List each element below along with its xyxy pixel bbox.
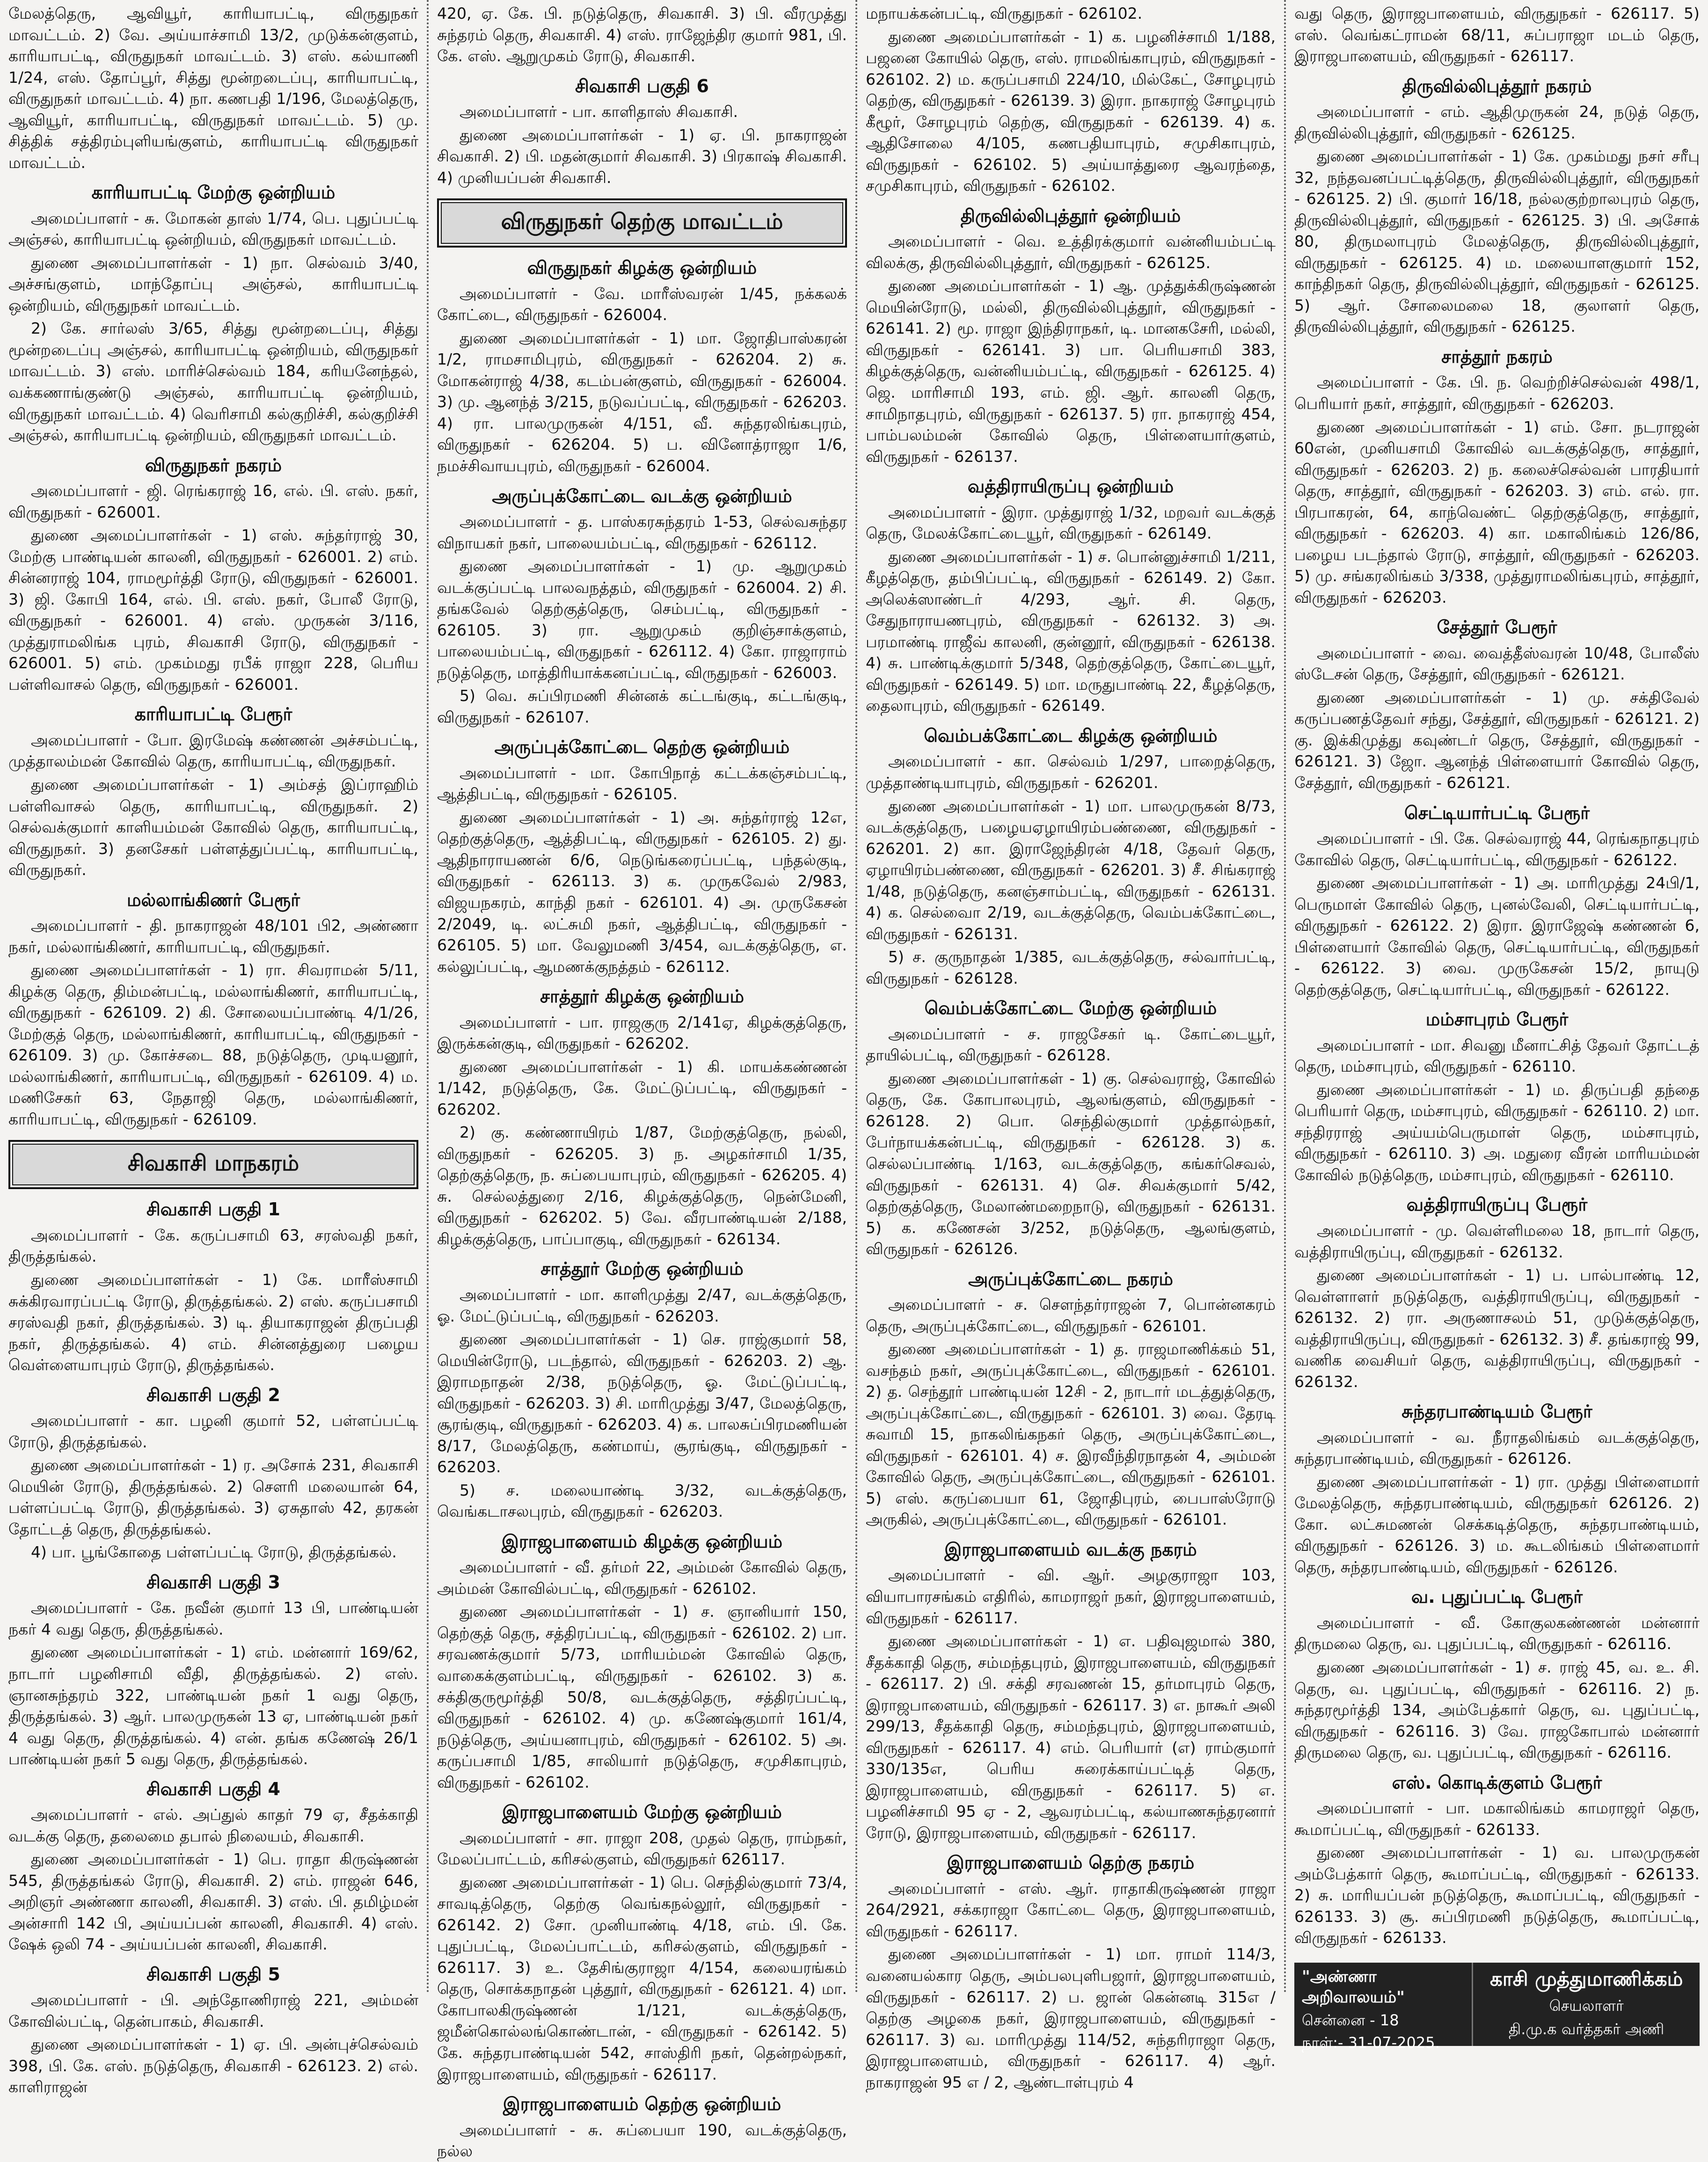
- listing-paragraph: துணை அமைப்பாளர்கள் - 1) மு. ஆறுமுகம் வடக்குப்பட்டி பாலவநத்தம், விருதுநகர் - 626004. 2) சி. தங்கவேல் தெற்குத்தெரு, செம்பட்டி, விருதுநகர் - 626105. 3) ரா. ஆறுமுகம் குறிஞ்சாக்குளம், பாலையம்பட்டி, விருதுநகர் - 626112. 4) கோ. ராஜாராம் நடுத்தெரு, மாத்திரியாக்கனப்பட்டி, விருதுநகர் - 626003.: [437, 557, 847, 682]
- listing-paragraph: துணை அமைப்பாளர்கள் - 1) செ. ராஜ்குமார் 58, மெயின்ரோடு, படந்தால், விருதுநகர் - 626203. 2) ஆ. இராமநாதன் 2/38, நடுத்தெரு, ஓ. மேட்டுப்பட்டி, விருதுநகர் - 626203. 3) சி. மாரிமுத்து 3/47, மேலத்தெரு, சூரங்குடி, விருதுநகர் - 626203. 4) க. பாலசுப்பிரமணியன் 8/17, மேலத்தெரு, கண்மாய், சூரங்குடி, விருதுநகர் - 626203.: [437, 1330, 847, 1476]
- section-heading: சிவகாசி பகுதி 2: [146, 1384, 280, 1405]
- section-heading: வத்திராயிருப்பு ஒன்றியம்: [967, 476, 1174, 497]
- section-heading: காரியாபட்டி பேரூர்: [134, 704, 292, 725]
- section-heading: அருப்புக்கோட்டை வடக்கு ஒன்றியம்: [492, 485, 792, 506]
- section-heading: வத்திராயிருப்பு பேரூர்: [1406, 1194, 1588, 1215]
- listing-section: [1294, 1194, 1700, 1392]
- listing-section: [866, 475, 1276, 716]
- listing-paragraph: துணை அமைப்பாளர்கள் - 1) ரா. சிவராமன் 5/11, கிழக்கு தெரு, திம்மன்பட்டி, மல்லாங்கிணர், காரியாபட்டி, விருதுநகர் - 626109. 2) கி. சோலையப்பாண்டி 4/1/26, மேற்குத் தெரு, மல்லாங்கிணர், காரியாபட்டி, விருதுநகர் - 626109. 3) மு. கோச்சடை 88, நடுத்தெரு, முடியனூர், மல்லாங்கிணர், காரியாபட்டி, விருதுநகர் - 626109. 4) ம. மணிசேகர் 63, நேதாஜி தெரு, மல்லாங்கிணர், காரியாபட்டி, விருதுநகர் - 626109.: [8, 961, 418, 1128]
- listing-paragraph: துணை அமைப்பாளர்கள் - 1) ச. ஞானியார் 150, தெற்குத் தெரு, சத்திரப்பட்டி, விருதுநகர் - 626102. 2) பா. சரவணக்குமார் 5/73, மாரியம்மன் கோவில் தெரு, வாகைக்குளம்பட்டி, விருதுநகர் - 626102. 3) க. சக்திகுருமூர்த்தி 50/8, வடக்குத்தெரு, சத்திரப்பட்டி, விருதுநகர் - 626102. 4) மு. கணேஷ்குமார் 161/4, நடுத்தெரு, அய்யனாபுரம், விருதுநகர் - 626102. 5) அ. கருப்பசாமி 1/85, சாலியார் நடுத்தெரு, சமுசிகாபுரம், விருதுநகர் - 626102.: [437, 1602, 847, 1791]
- listing-section: [1294, 346, 1700, 608]
- listing-section: [437, 986, 847, 1249]
- section-heading: அருப்புக்கோட்டை தெற்கு ஒன்றியம்: [494, 737, 790, 758]
- listing-paragraph: துணை அமைப்பாளர்கள் - 1) பெ. செந்தில்குமார் 73/4, சாவடித்தெரு, தெற்கு வெங்கநல்லூர், விருதுநகர் - 626142. 2) சோ. முனியாண்டி 4/18, எம். பி. கே. புதுப்பட்டி, மேலப்பாட்டம், கரிசல்குளம், விருதுநகர் - 626117. 3) உ. தேசிங்குராஜா 4/154, கலையரங்கம் தெரு, சொக்கநாதன் புத்தூர், விருதுநகர் - 626121. 4) மா. கோபாலகிருஷ்ணன் 1/121, வடக்குத்தெரு, ஜமீன்கொல்லங்கொண்டான், - விருதுநகர் - 626142. 5) கே. சுந்தரபாண்டியன் 542, சாஸ்திரி நகர், தென்றல்நகர், இராஜபாளையம், விருதுநகர் - 626117.: [437, 1873, 847, 2083]
- listing-section: [437, 2093, 847, 2162]
- section-heading: மம்சாபுரம் பேரூர்: [1425, 1009, 1569, 1030]
- signatory-role: செயலாளர்: [1549, 1996, 1624, 2015]
- section-heading: செட்டியார்பட்டி பேரூர்: [1404, 802, 1590, 823]
- listing-section: [1294, 75, 1700, 337]
- listing-section: [866, 725, 1276, 989]
- listing-paragraph: துணை அமைப்பாளர்கள் - 1) க. பழனிச்சாமி 1/188, பஜனை கோயில் தெரு, எஸ். ராமலிங்காபுரம், விருதுநகர் - 626102. 2) ம. கருப்பசாமி 224/10, மில்கேட், சோழபுரம் தெற்கு, விருதுநகர் - 626139. 3) இரா. நாகராஜ் சோழபுரம் கீழூர், சோழபுரம் தெற்கு, விருதுநகர் - 626139. 4) க. ஆதிசோலை 4/105, கணபதியாபுரம், சமுசிகாபுரம், விருதுநகர் - 626102. 5) அய்யாத்துரை ஆவரந்தை, சமுசிகாபுரம், விருதுநகர் - 626102.: [866, 27, 1276, 195]
- listing-paragraph: மநாயக்கன்பட்டி, விருதுநகர் - 626102.: [866, 4, 1143, 22]
- section-heading: சிவகாசி பகுதி 4: [146, 1778, 280, 1799]
- section-heading: சிவகாசி பகுதி 3: [146, 1571, 280, 1592]
- section-heading: வெம்பக்கோட்டை கிழக்கு ஒன்றியம்: [924, 725, 1218, 746]
- listing-paragraph: துணை அமைப்பாளர்கள் - 1) அ. மாரிமுத்து 24பி/1, பெருமாள் கோவில் தெரு, புனல்வேலி, செட்டியார்பட்டி, விருதுநகர் - 626122. 2) இரா. இராஜேஷ் கண்ணன் 6, பிள்ளையார் கோவில் தெரு, செட்டியார்பட்டி, விருதுநகர் - 626122. 3) வை. முருகேசன் 15/2, நாயுடு தெற்குத்தெரு, செட்டியார்பட்டி, விருதுநகர் - 626122.: [1294, 874, 1700, 999]
- column-2: [429, 0, 855, 2161]
- listing-section: [866, 205, 1276, 467]
- section-heading: எஸ். கொடிக்குளம் பேரூர்: [1392, 1772, 1602, 1793]
- listing-paragraph: துணை அமைப்பாளர்கள் - 1) ஏ. பி. நாகராஜன் சிவகாசி. 2) பி. மதன்குமார் சிவகாசி. 3) பிரகாஷ் சிவகாசி. 4) முனியப்பன் சிவகாசி.: [437, 125, 847, 187]
- listing-paragraph: அமைப்பாளர் - கே. கருப்பசாமி 63, சரஸ்வதி நகர், திருத்தங்கல்.: [8, 1226, 418, 1266]
- listing-paragraph: 2) கே. சார்லஸ் 3/65, சித்து மூன்றடைப்பு, சித்து மூன்றடைப்பு அஞ்சல், காரியாபட்டி ஒன்றியம், விருதுநகர் மாவட்டம். 3) எஸ். மாரிச்செல்வம் 184, கரியனேந்தல், வக்கணாங்குண்டு அஞ்சல், காரியாபட்டி ஒன்றியம், விருதுநகர் மாவட்டம். 4) வெரிசாமி கல்குறிச்சி, கல்குறிச்சி அஞ்சல், காரியாபட்டி ஒன்றியம், விருதுநகர் மாவட்டம்.: [8, 319, 418, 445]
- listing-paragraph: அமைப்பாளர் - பா. காளிதாஸ் சிவகாசி.: [460, 102, 738, 121]
- listing-section: [437, 75, 847, 189]
- listing-paragraph: அமைப்பாளர் - தி. நாகராஜன் 48/101 பி2, அண்ணா நகர், மல்லாங்கிணர், காரியாபட்டி, விருதுநகர்.: [8, 916, 418, 956]
- listing-paragraph: அமைப்பாளர் - வெ. உத்திரக்குமார் வன்னியம்பட்டி விலக்கு, திருவில்லிபுத்தூர், விருதுநகர் - 626125.: [866, 232, 1276, 272]
- listing-section: [8, 1384, 418, 1563]
- listing-section: [866, 1539, 1276, 1843]
- section-banner: [437, 198, 847, 248]
- listing-paragraph: துணை அமைப்பாளர்கள் - 1) மா. பாலமுருகன் 8/73, வடக்குத்தெரு, பழையஏழாயிரம்பண்ணை, விருதுநகர் - 626201. 2) கா. இராஜேந்திரன் 4/18, தேவர் தெரு, ஏழாயிரம்பண்ணை, விருதுநகர் - 626201. 3) சீ. சிங்கராஜ் 1/48, நடுத்தெரு, கனஞ்சாம்பட்டி, விருதுநகர் - 626131. 4) க. செல்வைா 2/19, வடக்குத்தெரு, வெம்பக்கோட்டை, விருதுநகர் - 626131.: [866, 796, 1276, 943]
- section-heading: திருவில்லிபுத்தூர் ஒன்றியம்: [960, 205, 1181, 226]
- listing-paragraph: துணை அமைப்பாளர்கள் - 1) ஏ. பி. அன்புச்செல்வம் 398, பி. கே. எஸ். நடுத்தெரு, சிவகாசி - 626123. 2) எல். காளிராஜன்: [8, 2035, 418, 2096]
- signatory-wing: தி.மு.க வர்த்தகர் அணி: [1509, 2020, 1664, 2038]
- listing-paragraph: அமைப்பாளர் - சா. ராஜா 208, முதல் தெரு, ராம்நகர், மேலப்பாட்டம், கரிசல்குளம், விருதுநகர் 626117.: [437, 1828, 847, 1869]
- listing-paragraph: 5) ச. மலையாண்டி 3/32, வடக்குத்தெரு, வெங்கடாசலபுரம், விருதுநகர் - 626203.: [437, 1481, 847, 1521]
- listing-section: [1294, 616, 1700, 793]
- listing-paragraph: அமைப்பாளர் - மு. வெள்ளிமலை 18, நாடார் தெரு, வத்திராயிருப்பு, விருதுநகர் - 626132.: [1294, 1221, 1700, 1261]
- footer-address: [1294, 1963, 1473, 2052]
- listing-paragraph: துணை அமைப்பாளர்கள் - 1) மா. ராமர் 114/3, வனையல்கார தெரு, அம்பலபுளிபஜார், இராஜபாளையம், விருதுநகர் - 626117. 2) ப. ஜான் கென்னடி 315எ / தெற்கு அழகை நகர், இராஜபாளையம், விருதுநகர் - 626117. 3) வ. மாரிமுத்து 114/52, சுந்தரிராஜா தெரு, இராஜபாளையம், விருதுநகர் - 626117. 4) ஆர். நாகராஜன் 95 எ / 2, ஆண்டாள்புரம் 4: [866, 1945, 1276, 2091]
- listing-section: [8, 1778, 418, 1955]
- listing-paragraph: அமைப்பாளர் - வீ. தர்மர் 22, அம்மன் கோவில் தெரு, அம்மன் கோவில்பட்டி, விருதுநகர் - 626102.: [437, 1558, 847, 1598]
- listing-paragraph: அமைப்பாளர் - பா. ராஜகுரு 2/141ஏ, கிழக்குத்தெரு, இருக்கன்குடி, விருதுநகர் - 626202.: [437, 1013, 847, 1053]
- listing-paragraph: துணை அமைப்பாளர்கள் - 1) ச. ராஜ் 45, வ. உ. சி. தெரு, வ. புதுப்பட்டி, விருதுநகர் - 626116. 2) ந. சுந்தரமூர்த்தி 134, அம்பேத்கார் தெரு, வ. புதுப்பட்டி, விருதுநகர் - 626116. 3) வே. ராஜகோபால் மன்னார் திருமலை தெரு, வ. புதுப்பட்டி, விருதுநகர் - 626116.: [1294, 1658, 1700, 1762]
- listing-paragraph: துணை அமைப்பாளர்கள் - 1) மு. சக்திவேல் கருப்பணத்தேவர் சந்து, சேத்தூர், விருதுநகர் - 626121. 2) கு. இக்கிமுத்து கவுண்டர் தெரு, சேத்தூர், விருதுநகர் - 626121. 3) ஜோ. ஆனந்த் பிள்ளையார் கோவில் தெரு, சேத்தூர், விருதுநகர் - 626121.: [1294, 688, 1700, 792]
- listing-paragraph: 420, ஏ. கே. பி. நடுத்தெரு, சிவகாசி. 3) பி. வீரமுத்து சுந்தரம் தெரு, சிவகாசி. 4) எஸ். ராஜேந்திர குமார் 981, பி. கே. எஸ். ஆறுமுகம் ரோடு, சிவகாசி.: [437, 4, 847, 66]
- section-heading: சிவகாசி பகுதி 1: [146, 1199, 280, 1220]
- column-3: [857, 0, 1284, 2091]
- listing-section: [8, 889, 418, 1130]
- section-heading: விருதுநகர் கிழக்கு ஒன்றியம்: [527, 257, 757, 278]
- listing-paragraph: துணை அமைப்பாளர்கள் - 1) ப. பால்பாண்டி 12, வெள்ளாளர் நடுத்தெரு, வத்திராயிருப்பு, விருதுநகர் - 626132. 2) ரா. அருணாசலம் 51, முடுக்குத்தெரு, வத்திராயிருப்பு, விருதுநகர் - 626132. 3) சீ. தங்கராஜ் 99, வணிக வைசியர் தெரு, வத்திராயிருப்பு, விருதுநகர் - 626132.: [1294, 1266, 1700, 1391]
- listing-paragraph: அமைப்பாளர் - மா. சிவனு மீனாட்சித் தேவர் தோட்டத் தெரு, மம்சாபுரம், விருதுநகர் - 626110.: [1294, 1036, 1700, 1076]
- section-heading: வ. புதுப்பட்டி பேரூர்: [1411, 1586, 1583, 1607]
- listing-section: [8, 182, 418, 446]
- listing-section: [866, 3, 1276, 197]
- section-heading: வெம்பக்கோட்டை மேற்கு ஒன்றியம்: [924, 998, 1217, 1019]
- listing-paragraph: துணை அமைப்பாளர்கள் - 1) ஆ. முத்துக்கிருஷ்ணன் மெயின்ரோடு, மல்லி, திருவில்லிபுத்தூர், விருதுநகர் - 626141. 2) மூ. ராஜா இந்திராநகர், டி. மானகசேரி, மல்லி, விருதுநகர் - 626141. 3) பா. பெரியசாமி 383, கிழக்குத்தெரு, வன்னியம்பட்டி, விருதுநகர் - 626125. 4) ஜெ. மாரிசாமி 193, எம். ஜி. ஆர். காலனி தெரு, சாமிநாதபுரம், விருதுநகர் - 626137. 5) ரா. நாகராஜ் 454, பாம்பலம்மன் கோவில் தெரு, பிள்ளையார்குளம், விருதுநகர் - 626137.: [866, 277, 1276, 466]
- listing-paragraph: 4) பா. பூங்கோதை பள்ளப்பட்டி ரோடு, திருத்தங்கல்.: [31, 1543, 397, 1562]
- listing-paragraph: அமைப்பாளர் - கா. செல்வம் 1/297, பாறைத்தெரு, முத்தாண்டியாபுரம், விருதுநகர் - 626201.: [866, 752, 1276, 792]
- listing-section: [1294, 1772, 1700, 1949]
- section-heading: சாத்தூர் நகரம்: [1441, 346, 1553, 367]
- banner-title: சிவகாசி மாநகரம்: [12, 1144, 415, 1185]
- section-heading: இராஜபாளையம் தெற்கு ஒன்றியம்: [503, 2094, 781, 2115]
- section-heading: மல்லாங்கிணர் பேரூர்: [126, 889, 300, 910]
- listing-paragraph: அமைப்பாளர் - வி. ஆர். அழகுராஜா 103, வியாபாரசங்கம் எதிரில், காமராஜர் நகர், இராஜபாளையம், விருதுநகர் - 626117.: [866, 1566, 1276, 1627]
- section-heading: இராஜபாளையம் மேற்கு ஒன்றியம்: [502, 1802, 782, 1823]
- listing-paragraph: அமைப்பாளர் - வீ. கோகுலகண்ணன் மன்னார் திருமலை தெரு, வ. புதுப்பட்டி, விருதுநகர் - 626116.: [1294, 1613, 1700, 1653]
- listing-section: [8, 1571, 418, 1770]
- listing-section: [866, 1852, 1276, 2093]
- section-heading: சிவகாசி பகுதி 6: [575, 75, 709, 96]
- listing-paragraph: அமைப்பாளர் - கே. நவீன் குமார் 13 பி, பாண்டியன் நகர் 4 வது தெரு, திருத்தங்கல்.: [8, 1599, 418, 1638]
- listing-section: [8, 454, 418, 695]
- listing-paragraph: அமைப்பாளர் - பி. அந்தோணிராஜ் 221, அம்மன் கோவில்பட்டி, தென்பாகம், சிவகாசி.: [8, 1991, 418, 2031]
- listing-paragraph: அமைப்பாளர் - த. பாஸ்கரசுந்தரம் 1-53, செல்வசுந்தர விநாயகர் நகர், பாலையம்பட்டி, விருதுநகர் - 626112.: [437, 512, 847, 552]
- listing-paragraph: அமைப்பாளர் - இரா. முத்துராஜ் 1/32, மறவர் வடக்குத் தெரு, மேலக்கோட்டையூர், விருதுநகர் - 626149.: [866, 503, 1276, 543]
- listing-paragraph: அமைப்பாளர் - வ. நீராதலிங்கம் வடக்குத்தெரு, சுந்தரபாண்டியம், விருதுநகர் - 626126.: [1294, 1428, 1700, 1468]
- listing-paragraph: துணை அமைப்பாளர்கள் - 1) எம். சோ. நடராஜன் 60என், முனியசாமி கோவில் வடக்குத்தெரு, சாத்தூர், விருதுநகர் - 626203. 2) ந. கலைச்செல்வன் பாரதியார் தெரு, சாத்தூர், விருதுநகர் - 626203. 3) எம். எல். ரா. பிரபாகரன், 64, காந்வெண்ட் தெற்குத்தெரு, சாத்தூர், விருதுநகர் - 626203. 4) கா. மகாலிங்கம் 126/86, பழைய படந்தால் ரோடு, சாத்தூர், விருதுநகர் - 626203. 5) மு. சங்கரலிங்கம் 3/338, முத்துராமலிங்கபுரம், சாத்தூர், விருதுநகர் - 626203.: [1294, 417, 1700, 606]
- section-heading: சாத்தூர் கிழக்கு ஒன்றியம்: [540, 986, 745, 1007]
- listing-paragraph: அமைப்பாளர் - கே. பி. ந. வெற்றிச்செல்வன் 498/1, பெரியார் நகர், சாத்தூர், விருதுநகர் - 626203.: [1294, 373, 1700, 413]
- listing-paragraph: அமைப்பாளர் - ச. செளந்தர்ராஜன் 7, பொன்னகரம் தெரு, அருப்புக்கோட்டை, விருதுநகர் - 626101.: [866, 1295, 1276, 1335]
- section-heading: சாத்தூர் மேற்கு ஒன்றியம்: [540, 1258, 744, 1279]
- office-name: "அண்ணா அறிவாலயம்": [1302, 1967, 1405, 2007]
- column-1: [0, 0, 427, 2096]
- listing-paragraph: அமைப்பாளர் - எஸ். ஆர். ராதாகிருஷ்ணன் ராஜா 264/2921, சக்கராஜா கோட்டை தெரு, இராஜபாளையம், விருதுநகர் - 626117.: [866, 1879, 1276, 1940]
- listing-paragraph: துணை அமைப்பாளர்கள் - 1) வ. பாலமுருகன் அம்பேத்கார் தெரு, கூமாப்பட்டி, விருதுநகர் - 626133. 2) சு. மாரியப்பன் நடுத்தெரு, கூமாப்பட்டி, விருதுநகர் - 626133. 3) சூ. சுப்பிரமணி நடுத்தெரு, கூமாப்பட்டி, விருதுநகர் - 626133.: [1294, 1843, 1700, 1947]
- listing-paragraph: துணை அமைப்பாளர்கள் - 1) கு. செல்வராஜ், கோவில் தெரு, கே. கோபாலபுரம், ஆலங்குளம், விருதுநகர் - 626128. 2) பொ. செந்தில்குமார் முத்தால்நகர், பேர்நாயக்கன்பட்டி, விருதுநகர் - 626128. 3) க. செல்லப்பாண்டி 1/163, வடக்குத்தெரு, கங்கர்செவல், விருதுநகர் - 626131. 4) செ. சிவக்குமார் 5/42, தெற்குத்தெரு, மேலாண்மறைநாடு, விருதுநகர் - 626131. 5) க. கணேசன் 3/252, நடுத்தெரு, ஆலங்குளம், விருதுநகர் - 626126.: [866, 1069, 1276, 1258]
- listing-paragraph: அமைப்பாளர் - வே. மாரீஸ்வரன் 1/45, நக்கலக் கோட்டை, விருதுநகர் - 626004.: [437, 284, 847, 324]
- listing-paragraph: அமைப்பாளர் - பி. கே. செல்வராஜ் 44, ரெங்கநாதபுரம் கோவில் தெரு, செட்டியார்பட்டி, விருதுநகர் - 626122.: [1294, 829, 1700, 869]
- listing-paragraph: துணை அமைப்பாளர்கள் - 1) அ. சுந்தர்ராஜ் 12எ, தெற்குத்தெரு, ஆத்திபட்டி, விருதுநகர் - 626105. 2) து. ஆதிநாராயணன் 6/6, நெடுங்கரைப்பட்டி, பந்தல்குடி, விருதுநகர் - 626113. 3) க. முருகவேல் 2/983, விஜயநகரம், காந்தி நகர் - 626101. 4) அ. முருகேசன் 2/2049, டி. லட்சுமி நகர், ஆத்திபட்டி, விருதுநகர் - 626105. 5) மா. வேலுமணி 3/454, வடக்குத்தெரு, எ. கல்லுப்பட்டி, ஆமணக்குநத்தம் - 626112.: [437, 808, 847, 976]
- listing-paragraph: அமைப்பாளர் - சு. மோகன் தாஸ் 1/74, பெ. புதுப்பட்டி அஞ்சல், காரியாபட்டி ஒன்றியம், விருதுநகர் மாவட்டம்.: [8, 209, 418, 249]
- listing-paragraph: துணை அமைப்பாளர்கள் - 1) மா. ஜோதிபாஸ்கரன் 1/2, ராமசாமிபுரம், விருதுநகர் - 626204. 2) சு. மோகன்ராஜ் 4/38, கடம்பன்குளம், விருதுநகர் - 626004. 3) மு. ஆனந்த் 3/215, நடுவப்பட்டி, விருதுநகர் - 626203. 4) ரா. பாலமுருகன் 4/151, வீ. சுந்தரலிங்கபுரம், விருதுநகர் - 626204. 5) ப. வினோத்ராஜா 1/6, நமச்சிவாயபுரம், விருதுநகர் - 626004.: [437, 329, 847, 475]
- listing-section: [866, 1268, 1276, 1530]
- listing-paragraph: அமைப்பாளர் - வை. வைத்தீஸ்வரன் 10/48, போலீஸ் ஸ்டேசன் தெரு, சேத்தூர், விருதுநகர் - 626121.: [1294, 643, 1700, 684]
- column-4: [1286, 0, 1708, 2052]
- office-city: சென்னை - 18: [1302, 2011, 1399, 2029]
- listing-section: [1294, 1008, 1700, 1185]
- banner-title: விருதுநகர் தெற்கு மாவட்டம்: [441, 202, 843, 244]
- section-heading: அருப்புக்கோட்டை நகரம்: [968, 1268, 1174, 1289]
- listing-section: [437, 3, 847, 67]
- listing-paragraph: அமைப்பாளர் - ஜி. ரெங்கராஜ் 16, எல். பி. எஸ். நகர், விருதுநகர் - 626001.: [8, 482, 418, 521]
- listing-section: [437, 1258, 847, 1522]
- listing-section: [437, 1801, 847, 2085]
- listing-section: [8, 703, 418, 880]
- listing-paragraph: 2) கு. கண்ணாயிரம் 1/87, மேற்குத்தெரு, நல்லி, விருதுநகர் - 626205. 3) ந. அழகர்சாமி 1/35, தெற்குத்தெரு, ந. சுப்பையாபுரம், விருதுநகர் - 626205. 4) சு. செல்லத்துரை 2/16, கிழக்குத்தெரு, நென்மேனி, விருதுநகர் - 626202. 5) வே. வீரபாண்டியன் 2/188, கிழக்குத்தெரு, பாப்பாகுடி, விருதுநகர் - 626134.: [437, 1123, 847, 1248]
- listing-section: [1294, 802, 1700, 1001]
- notice-date: நாள்:- 31-07-2025.: [1302, 2033, 1440, 2052]
- listing-section: [1294, 1586, 1700, 1763]
- listing-paragraph: துணை அமைப்பாளர்கள் - 1) பெ. ராதா கிருஷ்ணன் 545, திருத்தங்கல் ரோடு, சிவகாசி. 2) எம். ராஜன் 646, அறிஞர் அண்ணா காலனி, சிவகாசி. 3) எஸ். பி. தமிழ்மன் அன்சாரி 142 பி, அய்யப்பன் காலனி, சிவகாசி. 4) எஸ். ஷேக் ஒலி 74 - அய்யப்பன் காலனி, சிவகாசி.: [8, 1850, 418, 1954]
- section-heading: இராஜபாளையம் தெற்கு நகரம்: [947, 1852, 1195, 1873]
- listing-section: [8, 3, 418, 173]
- listing-paragraph: துணை அமைப்பாளர்கள் - 1) த. ராஜமாணிக்கம் 51, வசந்தம் நகர், அருப்புக்கோட்டை, விருதுநகர் - 626101. 2) த. செந்தூர் பாண்டியன் 12சி - 2, நாடார் மடத்துத்தெரு, அருப்புக்கோட்டை, விருதுநகர் - 626101. 3) வை. தேரடி சுவாமி 15, நாகலிங்கநகர் தெரு, அருப்புக்கோட்டை, விருதுநகர் - 626101. 4) ச. இரவீந்திரநாதன் 4, அம்மன் கோவில் தெரு, அருப்புக்கோட்டை, விருதுநகர் - 626101. 5) எஸ். கருப்பையா 61, ஜோதிபுரம், பைபாஸ்ரோடு அருகில், அருப்புக்கோட்டை, விருதுநகர் - 626101.: [866, 1340, 1276, 1529]
- listing-section: [866, 997, 1276, 1259]
- listing-section: [437, 485, 847, 728]
- section-heading: இராஜபாளையம் கிழக்கு ஒன்றியம்: [501, 1531, 783, 1552]
- listing-section: [437, 736, 847, 977]
- listing-section: [437, 1531, 847, 1793]
- section-heading: திருவில்லிபுத்தூர் நகரம்: [1402, 75, 1592, 96]
- listing-paragraph: அமைப்பாளர் - எம். ஆதிமுருகன் 24, நடுத் தெரு, திருவில்லிபுத்தூர், விருதுநகர் - 626125.: [1294, 102, 1700, 142]
- listing-section: [8, 1964, 418, 2098]
- listing-section: [1294, 3, 1700, 67]
- listing-paragraph: அமைப்பாளர் - மா. கோபிநாத் கட்டக்கஞ்சம்பட்டி, ஆத்திபட்டி, விருதுநகர் - 626105.: [437, 763, 847, 803]
- listing-section: [8, 1198, 418, 1375]
- listing-paragraph: துணை அமைப்பாளர்கள் - 1) ம. திருப்பதி தந்தை பெரியார் தெரு, மம்சாபுரம், விருதுநகர் - 626110. 2) மா. சந்திரராஜ் அய்யம்பெருமாள் தெரு, மம்சாபுரம், விருதுநகர் - 626110. 3) அ. மதுரை வீரன் மாரியம்மன் கோவில் நடுத்தெரு, மம்சாபுரம், விருதுநகர் - 626110.: [1294, 1080, 1700, 1184]
- section-heading: இராஜபாளையம் வடக்கு நகரம்: [944, 1539, 1197, 1560]
- listing-section: [1294, 1401, 1700, 1578]
- section-heading: சிவகாசி பகுதி 5: [146, 1964, 280, 1985]
- listing-paragraph: வது தெரு, இராஜபாளையம், விருதுநகர் - 626117. 5) எஸ். வெங்கட்ராமன் 68/11, சுப்பராஜா மடம் தெரு, இராஜபாளையம், விருதுநகர் - 626117.: [1294, 4, 1700, 66]
- footer-signatory: [1473, 1963, 1700, 2046]
- listing-paragraph: துணை அமைப்பாளர்கள் - 1) ர. அசோக் 231, சிவகாசி மெயின் ரோடு, திருத்தங்கல். 2) சௌரி மலையான் 64, பள்ளப்பட்டி ரோடு, திருத்தங்கல். 3) ஏசுதாஸ் 42, தரகன் தோட்டத் தெரு, திருத்தங்கல்.: [8, 1456, 418, 1538]
- signatory-name: காசி முத்துமாணிக்கம்: [1489, 1967, 1683, 1990]
- section-heading: விருதுநகர் நகரம்: [145, 454, 282, 475]
- listing-paragraph: அமைப்பாளர் - கா. பழனி குமார் 52, பள்ளப்பட்டி ரோடு, திருத்தங்கல்.: [8, 1411, 418, 1451]
- listing-paragraph: துணை அமைப்பாளர்கள் - 1) கே. முகம்மது நசர் சரீபு 32, நந்தவனப்பட்டித்தெரு, திருவில்லிபுத்தூர், விருதுநகர் - 626125. 2) பி. குமார் 16/18, நல்லகுற்றாலபுரம் தெரு, திருவில்லிபுத்தூர், விருதுநகர் - 626125. 3) பி. அசோக் 80, திருமலாபுரம் மேலத்தெரு, திருவில்லிபுத்தூர், விருதுநகர் - 626125. 4) ம. மலையாளகுமார் 152, காந்திநகர் தெரு, திருவில்லிபுத்தூர், விருதுநகர் - 626125. 5) ஆர். சோலைமலை 18, குலாளர் தெரு, திருவில்லிபுத்தூர், விருதுநகர் - 626125.: [1294, 147, 1700, 336]
- listing-paragraph: துணை அமைப்பாளர்கள் - 1) எஸ். சுந்தர்ராஜ் 30, மேற்கு பாண்டியன் காலனி, விருதுநகர் - 626001. 2) எம். சின்னராஜ் 104, ராமமூர்த்தி ரோடு, விருதுநகர் - 626001. 3) ஜி. கோபி 164, எல். பி. எஸ். நகர், போலீ ரோடு, விருதுநகர் - 626001. 4) எஸ். முருகன் 3/116, முத்துராமலிங்க புரம், சிவகாசி ரோடு, விருதுநகர் - 626001. 5) எம். முகம்மது ரபீக் ராஜா 228, பெரிய பள்ளிவாசல் தெரு, விருதுநகர் - 626001.: [8, 526, 418, 694]
- listing-paragraph: அமைப்பாளர் - எல். அப்துல் காதர் 79 ஏ, சீதக்காதி வடக்கு தெரு, தலைமை தபால் நிலையம், சிவகாசி.: [8, 1805, 418, 1845]
- listing-paragraph: துணை அமைப்பாளர்கள் - 1) எம். மன்னார் 169/62, நாடார் பழனிசாமி வீதி, திருத்தங்கல். 2) எஸ். ஞானசுந்தரம் 322, பாண்டியன் நகர் 1 வது தெரு, திருத்தங்கல். 3) ஆர். பாலமுருகன் 13 ஏ, பாண்டியன் நகர் 4 வது தெரு, திருத்தங்கல். 4) என். தங்க கணேஷ் 26/1 பாண்டியன் நகர் 5 வது தெரு, திருத்தங்கல்.: [8, 1643, 418, 1768]
- listing-paragraph: துணை அமைப்பாளர்கள் - 1) ரா. முத்து பிள்ளைமார் மேலத்தெரு, சுந்தரபாண்டியம், விருதுநகர் 626126. 2) கோ. லட்சுமணன் செக்கடித்தெரு, சுந்தரபாண்டியம், விருதுநகர் - 626126. 3) ம. கூடலிங்கம் பிள்ளைமார் தெரு, சுந்தரபாண்டியம், விருதுநகர் - 626126.: [1294, 1472, 1700, 1576]
- signature-footer: [1294, 1963, 1700, 2052]
- listing-paragraph: அமைப்பாளர் - போ. இரமேஷ் கண்ணன் அச்சம்பட்டி, முத்தாலம்மன் கோவில் தெரு, காரியாபட்டி, விருதுநகர்.: [8, 730, 418, 771]
- listing-paragraph: துணை அமைப்பாளர்கள் - 1) கி. மாயக்கண்ணன் 1/142, நடுத்தெரு, கே. மேட்டுப்பட்டி, விருதுநகர் - 626202.: [437, 1057, 847, 1118]
- listing-paragraph: துணை அமைப்பாளர்கள் - 1) எ. பதிவுஜமால் 380, சீதக்காதி தெரு, சம்மந்தபுரம், இராஜபாளையம், விருதுநகர் - 626117. 2) பி. சக்தி சரவணன் 15, தர்மாபுரம் தெரு, இராஜபாளையம், விருதுநகர் - 626117. 3) எ. நாகூர் அலி 299/13, சீதக்காதி தெரு, சம்மந்தபுரம், இராஜபாளையம், விருதுநகர் - 626117. 4) எம். பெரியார் (எ) ராம்குமார் 330/135எ, பெரிய சுரைக்காய்பட்டித் தெரு, இராஜபாளையம், விருதுநகர் - 626117. 5) எ. பழனிச்சாமி 95 ஏ - 2, ஆவரம்பட்டி, கல்யாணசுந்தரனார் ரோடு, இராஜபாளையம், விருதுநகர் - 626117.: [866, 1632, 1276, 1842]
- section-heading: சுந்தரபாண்டியம் பேரூர்: [1401, 1401, 1592, 1422]
- listing-paragraph: அமைப்பாளர் - சு. சுப்பையா 190, வடக்குத்தெரு, நல்ல: [437, 2120, 847, 2161]
- listing-paragraph: துணை அமைப்பாளர்கள் - 1) அம்சத் இப்ராஹிம் பள்ளிவாசல் தெரு, காரியாபட்டி, விருதுநகர். 2) செல்வக்குமார் காளியம்மன் கோவில் தெரு, காரியாபட்டி, விருதுநகர். 3) தனசேகர் பள்ளத்துப்பட்டி, காரியாபட்டி, விருதுநகர்.: [8, 775, 418, 879]
- listing-paragraph: அமைப்பாளர் - மா. காளிமுத்து 2/47, வடக்குத்தெரு, ஓ. மேட்டுப்பட்டி, விருதுநகர் - 626203.: [437, 1285, 847, 1325]
- listing-paragraph: துணை அமைப்பாளர்கள் - 1) கே. மாரீஸ்சாமி சுக்கிரவாரப்பட்டி ரோடு, திருத்தங்கல். 2) எஸ். கருப்பசாமி சரஸ்வதி நகர், திருத்தங்கல். 3) டி. தியாகராஜன் திருப்பதி நகர், திருத்தங்கல். 4) எம். சின்னத்துரை பழைய வெள்ளையாபுரம் ரோடு, திருத்தங்கல்.: [8, 1271, 418, 1374]
- section-banner: [8, 1140, 418, 1189]
- section-heading: காரியாபட்டி மேற்கு ஒன்றியம்: [91, 182, 336, 203]
- listing-paragraph: 5) வெ. சுப்பிரமணி சின்னக் கட்டங்குடி, கட்டங்குடி, விருதுநகர் - 626107.: [437, 687, 847, 726]
- section-heading: சேத்தூர் பேரூர்: [1437, 617, 1557, 638]
- listing-paragraph: அமைப்பாளர் - பா. மகாலிங்கம் காமராஜர் தெரு, கூமாப்பட்டி, விருதுநகர் - 626133.: [1294, 1799, 1700, 1839]
- listing-paragraph: மேலத்தெரு, ஆவியூர், காரியாபட்டி, விருதுநகர் மாவட்டம். 2) வே. அய்யாச்சாமி 13/2, முடுக்கன்குளம், காரியாபட்டி, விருதுநகர் மாவட்டம். 3) எஸ். கல்யாணி 1/24, எஸ். தோப்பூர், சித்து மூன்றடைப்பு, காரியாபட்டி, விருதுநகர் மாவட்டம். 4) நா. கணபதி 1/196, மேலத்தெரு, ஆவியூர், காரியாபட்டி, விருதுநகர் மாவட்டம். 5) மு. சித்திக் சத்திரம்புளியங்குளம், காரியாபட்டி விருதுநகர் மாவட்டம்.: [8, 4, 418, 172]
- listing-paragraph: அமைப்பாளர் - ச. ராஜசேகர் டி. கோட்டையூர், தாயில்பட்டி, விருதுநகர் - 626128.: [866, 1024, 1276, 1065]
- listing-section: [437, 257, 847, 476]
- listing-paragraph: 5) ச. குருநாதன் 1/385, வடக்குத்தெரு, சல்வார்பட்டி, விருதுநகர் - 626128.: [866, 948, 1276, 987]
- listing-paragraph: துணை அமைப்பாளர்கள் - 1) ச. பொன்னுச்சாமி 1/211, கீழத்தெரு, தம்பிப்பட்டி, விருதுநகர் - 626149. 2) கோ. அலெக்ஸாண்டர் 4/293, ஆர். சி. தெரு, சேதுநாராயணபுரம், விருதுநகர் - 626132. 3) அ. பரமாண்டி ராஜீவ் காலனி, குன்னூர், விருதுநகர் - 626138. 4) சு. பாண்டிக்குமார் 5/348, தெற்குத்தெரு, கோட்டையூர், விருதுநகர் - 626149. 5) மா. மருதுபாண்டி 22, கீழத்தெரு, தைலாபுரம், விருதுநகர் - 626149.: [866, 547, 1276, 715]
- listing-paragraph: துணை அமைப்பாளர்கள் - 1) நா. செல்வம் 3/40, அச்சங்குளம், மாந்தோப்பு அஞ்சல், காரியாபட்டி ஒன்றியம், விருதுநகர் மாவட்டம்.: [8, 253, 418, 314]
